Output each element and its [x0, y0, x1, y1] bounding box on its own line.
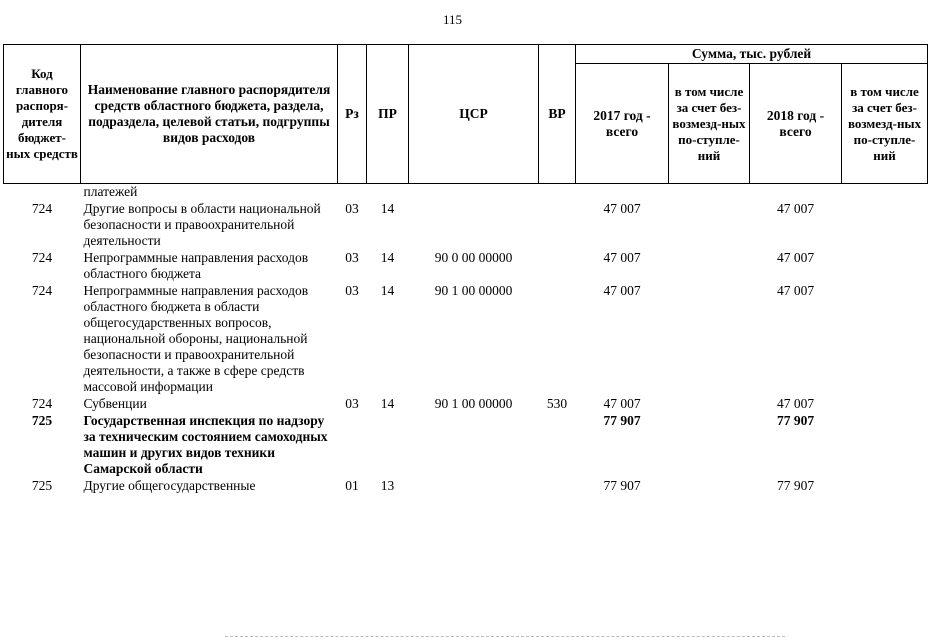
row-csr: [409, 412, 539, 477]
header-2018-total: 2018 год - всего: [750, 64, 842, 184]
row-grant-2018: [842, 412, 928, 477]
row-grant-2018: [842, 249, 928, 282]
table-row: [4, 412, 928, 477]
row-rz: 03: [345, 396, 359, 411]
row-pr: 14: [380, 201, 395, 216]
row-vr: 530: [546, 396, 568, 411]
page-edge-rule: [225, 636, 785, 637]
row-code: 724: [31, 396, 53, 411]
row-grant-2018: [842, 184, 928, 201]
row-csr: [409, 184, 539, 201]
header-name: Наименование главного распорядителя средств областного бюджета, раздела, подраздела, целевой статьи, подгруппы видов расходов: [81, 45, 338, 184]
row-rz: 03: [345, 283, 359, 298]
row-grant-2017: [669, 249, 750, 282]
row-sum-2017: 77 907: [603, 413, 641, 428]
row-sum-2017: 47 007: [603, 250, 641, 265]
row-code: 724: [31, 283, 53, 298]
row-sum-2017: [576, 184, 669, 201]
header-csr: ЦСР: [409, 45, 539, 184]
row-sum-2018: 47 007: [776, 283, 815, 298]
table-row: [4, 477, 928, 494]
row-vr: [539, 184, 576, 201]
row-vr: [539, 477, 576, 494]
row-grant-2018: [842, 200, 928, 249]
row-name: Непрограммные направления расходов областного бюджета в области общегосударственных вопросов, национальной обороны, национальной безопасности и правоохранительной деятельности, а также в сфере средств массовой информации: [83, 283, 309, 394]
row-grant-2017: [669, 200, 750, 249]
row-csr: [409, 200, 539, 249]
table-row: [4, 200, 928, 249]
row-name: Государственная инспекция по надзору за техническим состоянием самоходных машин и других видов техники Самарской области: [83, 413, 328, 476]
row-rz: [338, 184, 367, 201]
row-code: 725: [31, 478, 53, 493]
row-pr: 13: [380, 478, 395, 493]
header-code: Код главного распоря-дителя бюджет-ных средств: [4, 45, 81, 184]
table-row: [4, 395, 928, 412]
row-grant-2017: [669, 282, 750, 395]
row-csr: 90 1 00 00000: [434, 283, 513, 298]
row-sum-2018: 47 007: [776, 250, 815, 265]
row-csr: [409, 477, 539, 494]
row-code: 725: [31, 413, 53, 428]
row-sum-2018: [750, 184, 842, 201]
row-pr: 14: [380, 396, 395, 411]
row-name: Субвенции: [83, 396, 147, 411]
table-row: [4, 282, 928, 395]
row-rz: [338, 412, 367, 477]
row-grant-2017: [669, 184, 750, 201]
row-name: платежей: [83, 184, 138, 199]
row-pr: 14: [380, 250, 395, 265]
row-name: Непрограммные направления расходов областного бюджета: [83, 250, 309, 281]
row-csr: 90 0 00 00000: [434, 250, 513, 265]
row-grant-2018: [842, 395, 928, 412]
header-2018-grants: в том числе за счет без-возмезд-ных по-ступле-ний: [842, 64, 928, 184]
row-sum-2018: 77 907: [776, 478, 815, 493]
row-name: Другие общегосударственные: [83, 478, 256, 493]
page-number: 115: [442, 12, 463, 27]
table-row: [4, 184, 928, 201]
header-rz: Рз: [338, 45, 367, 184]
row-sum-2018: 77 907: [776, 413, 815, 428]
row-rz: 03: [345, 250, 359, 265]
row-sum-2017: 47 007: [603, 283, 641, 298]
row-rz: 03: [345, 201, 359, 216]
row-vr: [539, 249, 576, 282]
row-sum-2017: 47 007: [603, 396, 641, 411]
row-sum-2017: 77 907: [603, 478, 641, 493]
row-code: [4, 184, 81, 201]
table-row: [4, 249, 928, 282]
row-pr: [367, 412, 409, 477]
row-grant-2017: [669, 412, 750, 477]
budget-table: [3, 44, 928, 494]
row-code: 724: [31, 201, 53, 216]
row-vr: [539, 200, 576, 249]
row-grant-2018: [842, 477, 928, 494]
row-vr: [539, 412, 576, 477]
row-vr: [539, 282, 576, 395]
row-sum-2018: 47 007: [776, 201, 815, 216]
row-name: Другие вопросы в области национальной безопасности и правоохранительной деятельности: [83, 201, 321, 248]
row-sum-2018: 47 007: [776, 396, 815, 411]
header-vr: ВР: [539, 45, 576, 184]
row-pr: [367, 184, 409, 201]
row-rz: 01: [345, 478, 359, 493]
header-pr: ПР: [367, 45, 409, 184]
row-grant-2017: [669, 477, 750, 494]
header-sum: Сумма, тыс. рублей: [576, 45, 928, 64]
header-2017-total: 2017 год - всего: [576, 64, 669, 184]
row-csr: 90 1 00 00000: [434, 396, 513, 411]
row-grant-2018: [842, 282, 928, 395]
row-code: 724: [31, 250, 53, 265]
row-pr: 14: [380, 283, 395, 298]
header-2017-grants: в том числе за счет без-возмезд-ных по-ступле-ний: [669, 64, 750, 184]
row-sum-2017: 47 007: [603, 201, 641, 216]
row-grant-2017: [669, 395, 750, 412]
